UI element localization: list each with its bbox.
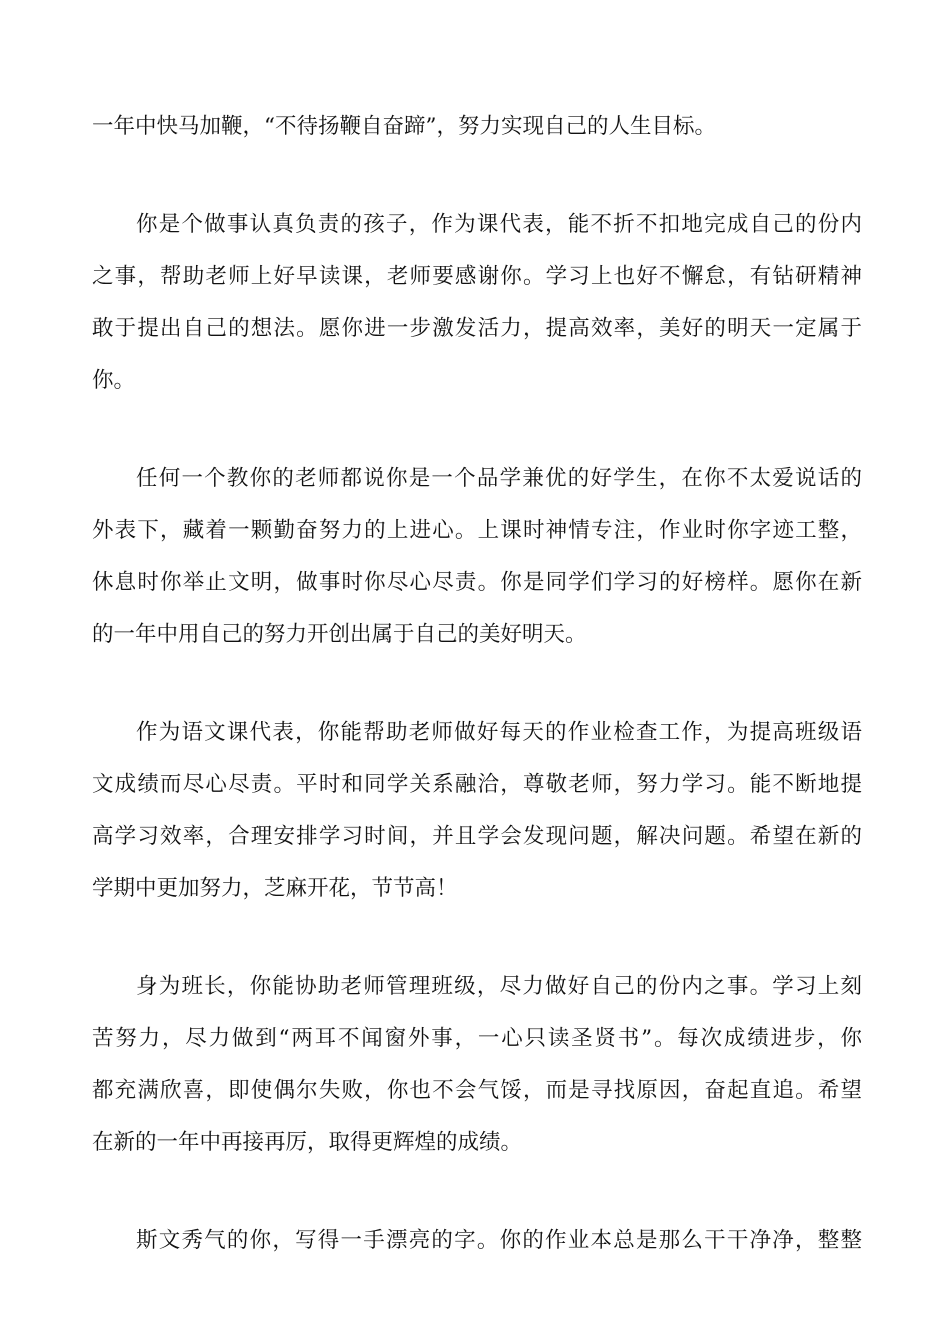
- paragraph-2-line-2: 之事，帮助老师上好早读课，老师要感谢你。学习上也好不懈怠，有钻研精神: [92, 264, 862, 289]
- paragraph-2-line-4: 你。: [92, 368, 136, 393]
- paragraph-3-line-4: 的一年中用自己的努力开创出属于自己的美好明天。: [92, 622, 587, 647]
- paragraph-1-line-1: 一年中快马加鞭，“不待扬鞭自奋蹄”，努力实现自己的人生目标。: [92, 114, 716, 139]
- paragraph-3-line-1: 任何一个教你的老师都说你是一个品学兼优的好学生，在你不太爱说话的: [136, 466, 862, 491]
- paragraph-3-line-2: 外表下，藏着一颗勤奋努力的上进心。上课时神情专注，作业时你字迹工整，: [92, 518, 862, 543]
- paragraph-4-line-4: 学期中更加努力，芝麻开花，节节高！: [92, 876, 458, 901]
- paragraph-4-line-1: 作为语文课代表，你能帮助老师做好每天的作业检查工作，为提高班级语: [136, 720, 862, 745]
- paragraph-6-line-1: 斯文秀气的你，写得一手漂亮的字。你的作业本总是那么干干净净，整整: [136, 1228, 862, 1253]
- paragraph-4-line-2: 文成绩而尽心尽责。平时和同学关系融洽，尊敬老师，努力学习。能不断地提: [92, 772, 862, 797]
- paragraph-5-line-4: 在新的一年中再接再厉，取得更辉煌的成绩。: [92, 1130, 523, 1155]
- paragraph-5-line-3: 都充满欣喜，即使偶尔失败，你也不会气馁，而是寻找原因，奋起直追。希望: [92, 1078, 862, 1103]
- paragraph-3-line-3: 休息时你举止文明，做事时你尽心尽责。你是同学们学习的好榜样。愿你在新: [92, 570, 862, 595]
- paragraph-2-line-3: 敢于提出自己的想法。愿你进一步激发活力，提高效率，美好的明天一定属于: [92, 316, 862, 341]
- paragraph-4-line-3: 高学习效率，合理安排学习时间，并且学会发现问题，解决问题。希望在新的: [92, 824, 862, 849]
- paragraph-2-line-1: 你是个做事认真负责的孩子，作为课代表，能不折不扣地完成自己的份内: [136, 212, 862, 237]
- paragraph-5-line-1: 身为班长，你能协助老师管理班级，尽力做好自己的份内之事。学习上刻: [136, 974, 862, 999]
- paragraph-5-line-2: 苦努力，尽力做到“两耳不闻窗外事，一心只读圣贤书”。每次成绩进步，你: [92, 1026, 862, 1051]
